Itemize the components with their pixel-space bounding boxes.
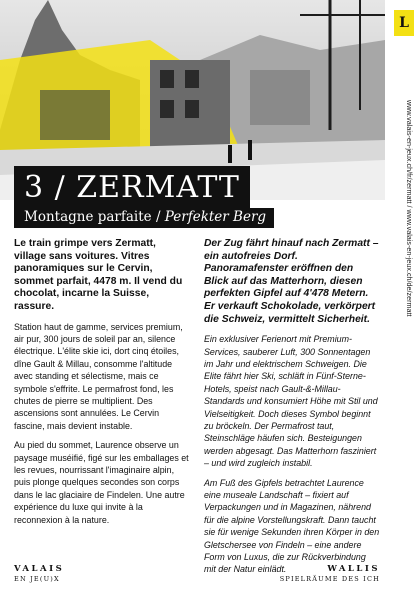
logo-de-main: WALLIS [327, 564, 380, 574]
german-column [204, 238, 380, 583]
french-lead: Le train grimpe vers Zermatt, village sans voitures. Vitres panoramiques sur le Cervin, sommet parfait, 4478 m. Il vend du chocolat, incarne la Suisse, rassure. [14, 238, 183, 312]
sidebar [385, 0, 420, 595]
subtitle-de: Perfekter Berg [164, 209, 267, 225]
title-block [14, 166, 274, 228]
german-paragraph-1: Ein exklusiver Ferienort mit Premium-Services, sauberer Luft, 300 Sonnentagen im Jahr und elektrischem Schweigen. Die Elite fährt hier Ski, schläft in Fünf-Sterne-Hotels, speist nach Gault-&-Millau-Standards und konsumiert Höhe mit Stil und Vielseitigkeit. Doch dieses Symbol beginnt zu bröckeln. Der Permafrost taut, Steinschläge häufen sich. Besteigungen werden abgesagt. Das Matterhorn fasziniert – und wird zugleich instabil. [204, 334, 378, 469]
german-paragraph-2: Am Fuß des Gipfels betrachtet Laurence eine museale Landschaft – fixiert auf Verpackungen und in Magazinen, nährend für die alpine Vorstellungskraft. Dann taucht sie für wenige Sekunden ihren Körper in den Gletschersee von Findeln – eine andere Form von Luxus, die zur Rückverbindung mit der Natur einlädt. [204, 477, 380, 575]
logo-fr-sub: EN JE(U)X [14, 575, 60, 583]
vertical-url-text: www.valais-en-jeux.ch/fr/zermatt / www.valais-en-jeux.ch/de/zermatt [405, 100, 414, 317]
page-subtitle [14, 208, 274, 228]
logo-de-sub: SPIELRÄUME DES ICH [279, 575, 380, 583]
subtitle-fr: Montagne parfaite / [24, 209, 161, 225]
logo-fr-main: VALAIS [14, 564, 65, 574]
language-badge: L [394, 10, 414, 36]
logo-de [280, 564, 380, 583]
german-lead: Der Zug fährt hinauf nach Zermatt – ein autofreies Dorf. Panoramafenster eröffnen den Blick auf das Matterhorn, diesen perfekten Gipfel auf 4'478 Metern. Er verkauft Schokolade, verkörpert die Schweiz, vermittelt Sicherheit. [204, 238, 379, 325]
french-paragraph-2: Au pied du sommet, Laurence observe un paysage muséifié, figé sur les emballages et les revues, nourrissant l'imaginaire alpin, puis plonge quelques secondes son corps dans le lac glaciaire de Findelen. Une autre expérience du luxe qui invite à la reconnexion à la nature. [14, 440, 189, 525]
page-title: 3 / ZERMATT [14, 166, 250, 208]
logo-fr [14, 564, 64, 583]
french-column [14, 238, 190, 533]
french-paragraph-1: Station haut de gamme, services premium, air pur, 300 jours de soleil par an, silence électrique. L'élite skie ici, dort cinq étoiles, dîne Gault & Millau, consomme l'altitude avec standing et sélectisme, mais ce symbole s'effrite. Le permafrost fond, les chutes de pierre se multiplient. Des ascensions sont annulées. Le Cervin fascine, mais devient instable. [14, 321, 183, 431]
